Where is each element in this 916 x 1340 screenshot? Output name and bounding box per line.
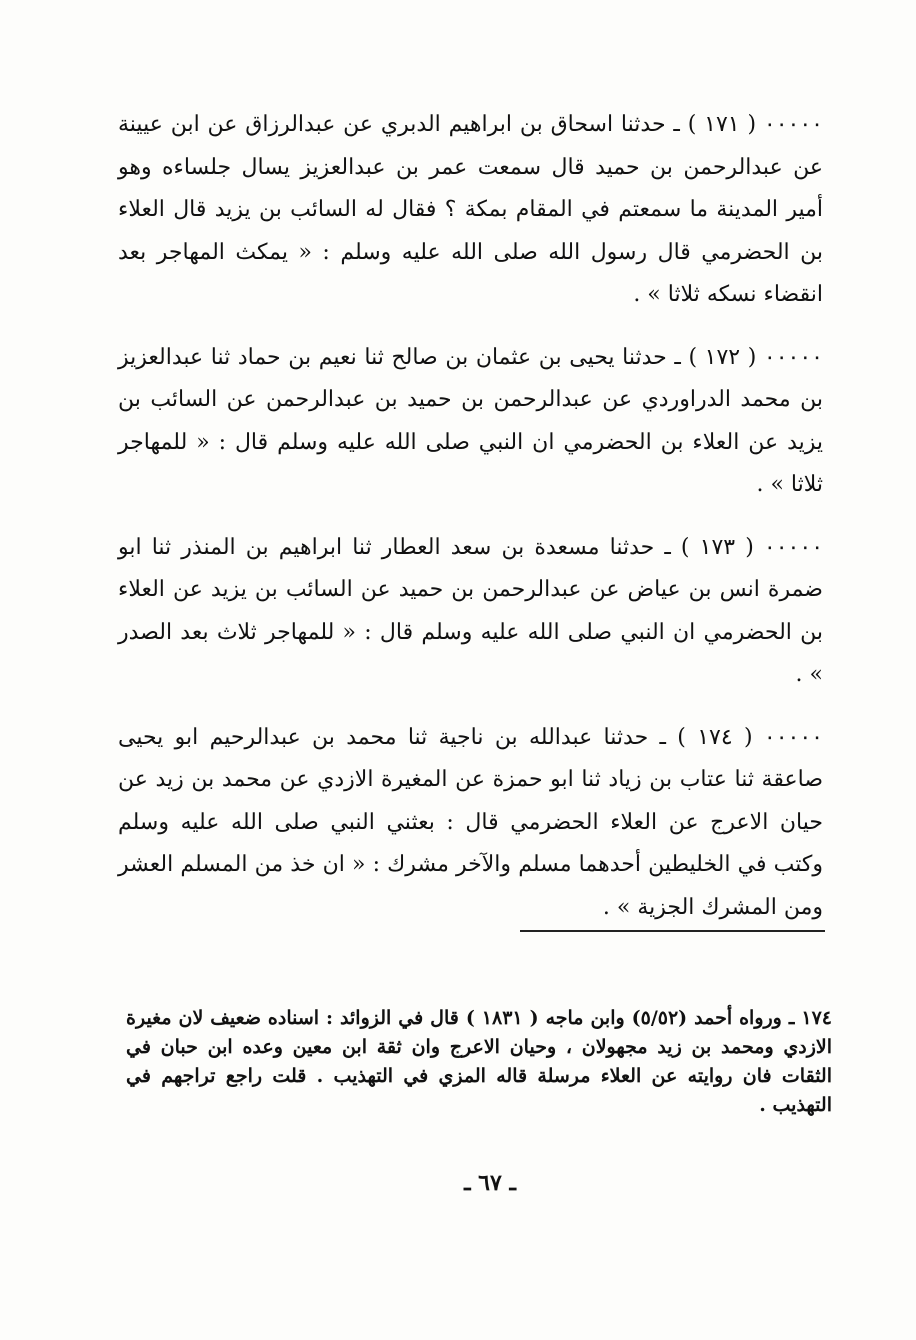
footnote-separator xyxy=(520,930,825,933)
hadith-section xyxy=(118,104,823,949)
separator-line xyxy=(520,930,825,932)
hadith-174: ۰۰۰۰۰ ( ١٧٤ ) ـ حدثنا عبدالله بن ناجية ثنا محمد بن عبدالرحيم ابو يحيى صاعقة ثنا عتاب بن زياد ثنا ابو حمزة عن المغيرة الازدي عن محمد بن زيد عن حيان الاعرج عن العلاء الحضرمي قال : بعثني النبي صلى الله عليه وسلم وكتب في الخليطين أحدهما مسلم والآخر مشرك : « ان خذ من المسلم العشر ومن المشرك الجزية » . xyxy=(118,724,823,920)
page-number: ـ ٦٧ ـ xyxy=(464,1170,516,1196)
hadith-171: ۰۰۰۰۰ ( ١٧١ ) ـ حدثنا اسحاق بن ابراهيم الدبري عن عبدالرزاق عن ابن عيينة عن عبدالرحمن بن حميد قال سمعت عمر بن عبدالعزيز يسال جلساءه وهو أمير المدينة ما سمعتم في المقام بمكة ؟ فقال له السائب بن يزيد قال العلاء بن الحضرمي قال رسول الله صلى الله عليه وسلم : « يمكث المهاجر بعد انقضاء نسكه ثلاثا » . xyxy=(118,112,823,307)
footnote: ١٧٤ ـ ورواه أحمد (٥/٥٢) وابن ماجه ( ١٨٣١ ) قال في الزوائد : اسناده ضعيف لان مغيرة الازدي ومحمد بن زيد مجهولان ، وحيان الاعرج وان ثقة ابن معين وعده ابن حبان في الثقات فان روايته عن العلاء مرسلة قاله المزي في التهذيب . قلت راجع تراجهم في التهذيب . xyxy=(126,1007,832,1116)
hadith-172: ۰۰۰۰۰ ( ١٧٢ ) ـ حدثنا يحيى بن عثمان بن صالح ثنا نعيم بن حماد ثنا عبدالعزيز بن محمد الدراوردي عن عبدالرحمن بن حميد بن عبدالرحمن عن السائب بن يزيد عن العلاء بن الحضرمي ان النبي صلى الله عليه وسلم قال : « للمهاجر ثلاثا » . xyxy=(118,344,823,497)
hadith-173: ۰۰۰۰۰ ( ١٧٣ ) ـ حدثنا مسعدة بن سعد العطار ثنا ابراهيم بن المنذر ثنا ابو ضمرة انس بن عياض عن عبدالرحمن بن حميد عن السائب بن يزيد عن العلاء بن الحضرمي ان النبي صلى الله عليه وسلم قال : « للمهاجر ثلاث بعد الصدر » . xyxy=(118,534,824,687)
